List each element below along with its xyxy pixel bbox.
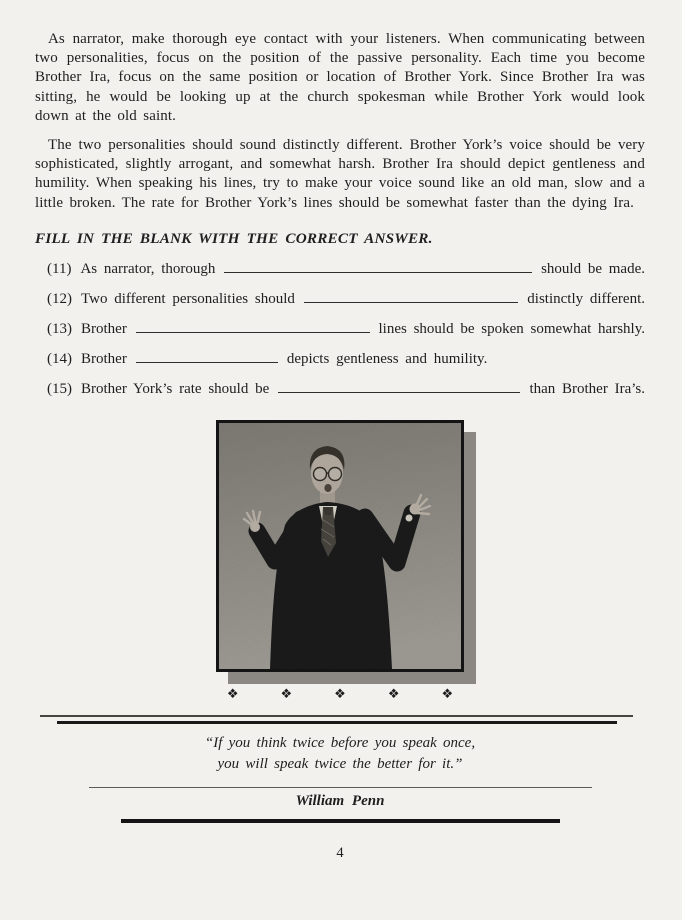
question-list — [35, 261, 645, 398]
question-text-pre: Brother — [81, 350, 127, 367]
answer-blank-13 — [136, 332, 370, 333]
question-text-pre: Brother York’s rate should be — [81, 380, 270, 397]
attribution-name: William Penn — [295, 792, 385, 809]
question-14 — [35, 351, 645, 368]
film-grain-overlay — [219, 423, 461, 669]
question-text-pre: As narrator, thorough — [80, 260, 216, 277]
question-text-post: distinctly different. — [527, 290, 645, 307]
quote-block — [35, 733, 645, 775]
question-number: (12) — [47, 290, 72, 307]
photo-block — [216, 420, 464, 672]
quote-line-1: “If you think twice before you speak once, — [204, 734, 476, 751]
diamond-ornament-icon: ❖ — [334, 686, 346, 702]
question-number: (14) — [47, 350, 72, 367]
diamond-ornament-icon: ❖ — [280, 686, 293, 702]
answer-blank-15 — [278, 392, 520, 393]
diamond-ornament-icon: ❖ — [226, 686, 239, 702]
question-text-post: depicts gentleness and humility. — [286, 350, 488, 367]
question-text-post: should be made. — [541, 260, 645, 277]
attribution-rule-thin — [89, 787, 592, 788]
double-rule-top — [40, 715, 633, 717]
double-rule-bottom — [57, 721, 617, 724]
answer-blank-14 — [136, 362, 278, 363]
question-number: (15) — [47, 380, 72, 397]
question-number: (11) — [47, 260, 72, 277]
question-text-post: lines should be spoken somewhat harshly. — [378, 320, 645, 337]
answer-blank-11 — [224, 272, 532, 273]
question-text-pre: Brother — [81, 320, 127, 337]
paragraph-narrator-eye-contact: As narrator, make thorough eye contact with your listeners. When communicating between two personalities, focus on the position of the passive personality. Each time you become Brother Ira, focus on the same position or location of Brother York. Since Brother Ira was sitting, he would be looking up at the church spokesman while Brother York would look down at the old saint. — [35, 31, 645, 124]
answer-blank-12 — [304, 302, 518, 303]
diamond-ornament-icon: ❖ — [441, 686, 454, 702]
ornament-row — [35, 688, 645, 702]
diamond-ornament-icon: ❖ — [387, 686, 400, 702]
question-number: (13) — [47, 320, 72, 337]
speaker-photo — [216, 420, 464, 672]
quote-line-2: you will speak twice the better for it.” — [217, 755, 463, 772]
paragraph-two-personalities: The two personalities should sound distinctly different. Brother York’s voice should be very sophisticated, slightly arrogant, and somewhat harsh. Brother Ira should depict gentleness and humility. When speaking his lines, try to make your voice sound like an old man, slow and a little broken. The rate for Brother York’s lines should be somewhat faster than the dying Ira. — [35, 137, 645, 211]
question-12 — [35, 291, 645, 308]
attribution-rule-thick — [121, 819, 560, 823]
question-11 — [35, 261, 645, 278]
page-number: 4 — [336, 844, 344, 861]
question-13 — [35, 321, 645, 338]
speaker-illustration — [219, 423, 461, 669]
question-15 — [35, 381, 645, 398]
fill-in-the-blank-heading: FILL IN THE BLANK WITH THE CORRECT ANSWER. — [35, 229, 433, 247]
question-text-post: than Brother Ira’s. — [529, 380, 645, 397]
question-text-pre: Two different personalities should — [81, 290, 295, 307]
